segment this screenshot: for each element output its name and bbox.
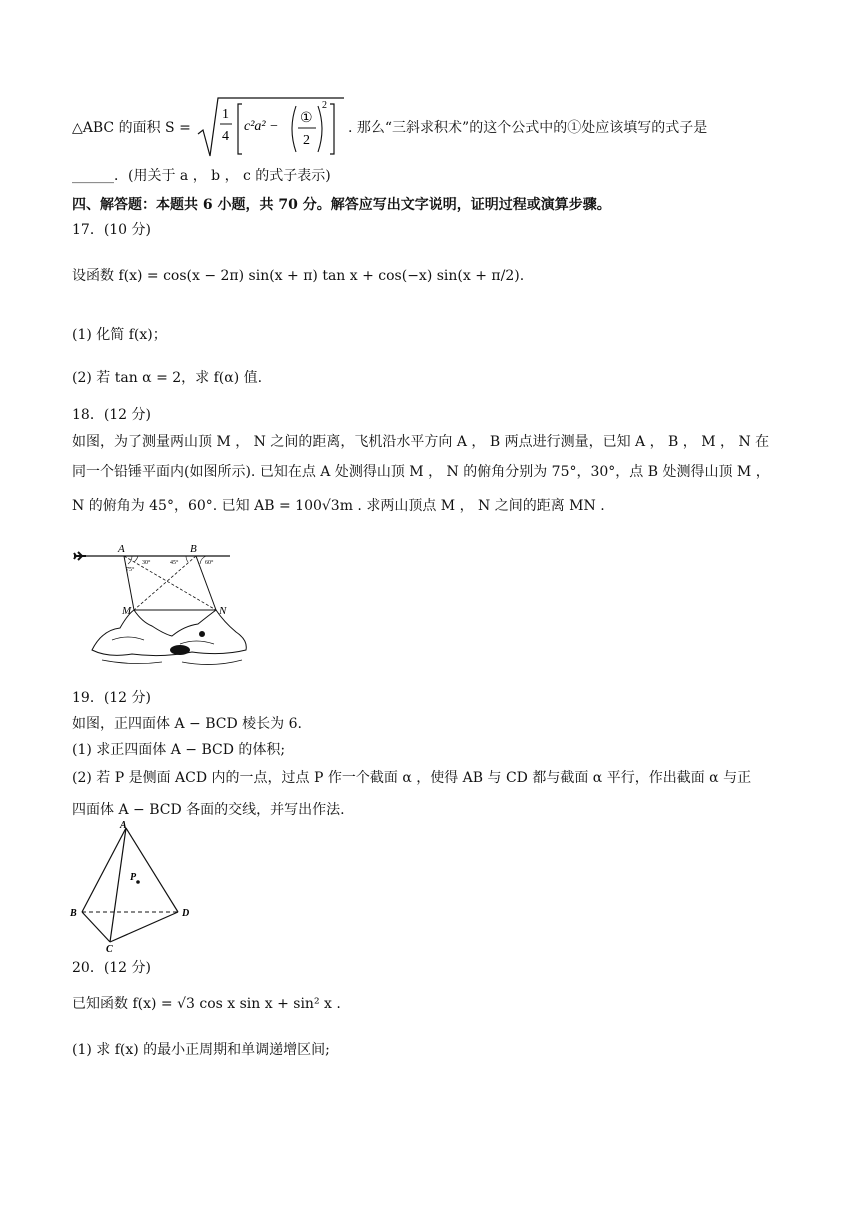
airplane-icon	[74, 552, 86, 560]
q20-number: 20．(12 分)	[72, 960, 152, 976]
label-C: C	[106, 944, 113, 953]
q16-frac-num: 1	[222, 107, 229, 122]
section4-header: 四、解答题：本题共 6 小题，共 70 分。解答应写出文字说明，证明过程或演算步骤。	[72, 197, 611, 213]
angle-45: 45°	[170, 560, 179, 566]
angle-60: 60°	[205, 560, 214, 566]
label-N: N	[219, 605, 227, 617]
q16-line2: ______．(用关于 a ， b ， c 的式子表示)	[72, 168, 331, 184]
label-D: D	[182, 908, 190, 919]
label-A: A	[120, 820, 127, 831]
q16-half-den: 2	[303, 133, 310, 148]
q17-part2: (2) 若 tan α = 2，求 f(α) 值.	[72, 370, 263, 386]
q17-part1: (1) 化简 f(x)；	[72, 327, 167, 343]
q16-area-formula	[196, 94, 346, 164]
q17-number: 17．(10 分)	[72, 222, 152, 238]
q16-after-formula-text: . 那么“三斜求积术”的这个公式中的①处应该填写的式子是	[348, 120, 708, 136]
angle-75: 75°	[126, 567, 135, 573]
q18-number: 18．(12 分)	[72, 407, 152, 423]
q16-frac-den: 4	[222, 129, 229, 144]
label-B: B	[190, 543, 197, 555]
q16-exp: 2	[322, 100, 327, 111]
q19-line2: (1) 求正四面体 A − BCD 的体积;	[72, 742, 286, 758]
q17-stem: 设函数 f(x) = cos(x − 2π) sin(x + π) tan x + cos(−x) sin(x + π/2).	[72, 268, 525, 284]
q20-stem: 已知函数 f(x) = √3 cos x sin x + sin² x .	[72, 996, 341, 1012]
q18-line2: 同一个铅锤平面内(如图所示). 已知在点 A 处测得山顶 M ， N 的俯角分别为 75°，30°，点 B 处测得山顶 M ，	[72, 464, 770, 480]
q19-number: 19．(12 分)	[72, 690, 152, 706]
q16-formula-line	[72, 118, 191, 138]
label-P: P	[130, 872, 137, 883]
label-B: B	[70, 908, 77, 919]
q19-line3: (2) 若 P 是侧面 ACD 内的一点，过点 P 作一个截面 α ，使得 AB 与 CD 都与截面 α 平行，作出截面 α 与正	[72, 770, 752, 786]
q16-after-formula	[348, 118, 707, 138]
q16-c2a2: c²a² −	[244, 119, 279, 134]
q19-line4: 四面体 A − BCD 各面的交线，并写出作法.	[72, 802, 345, 818]
label-A: A	[118, 543, 125, 555]
q18-mountain-figure	[72, 540, 257, 670]
q19-tetrahedron-figure	[68, 818, 208, 953]
q18-line1: 如图，为了测量两山顶 M ， N 之间的距离，飞机沿水平方向 A ， B 两点进行测量，已知 A ， B ， M ， N 在	[72, 434, 770, 450]
q19-line1: 如图，正四面体 A − BCD 棱长为 6.	[72, 716, 302, 732]
q18-line3: N 的俯角为 45°，60°. 已知 AB = 100√3m . 求两山顶点 M ， N 之间的距离 MN .	[72, 498, 605, 514]
q16-circled-one: ①	[300, 110, 313, 126]
q20-part1: (1) 求 f(x) 的最小正周期和单调递增区间;	[72, 1042, 330, 1058]
angle-30: 30°	[142, 560, 151, 566]
label-M: M	[122, 605, 132, 617]
q16-formula-lead: △ABC 的面积 S =	[72, 120, 191, 136]
